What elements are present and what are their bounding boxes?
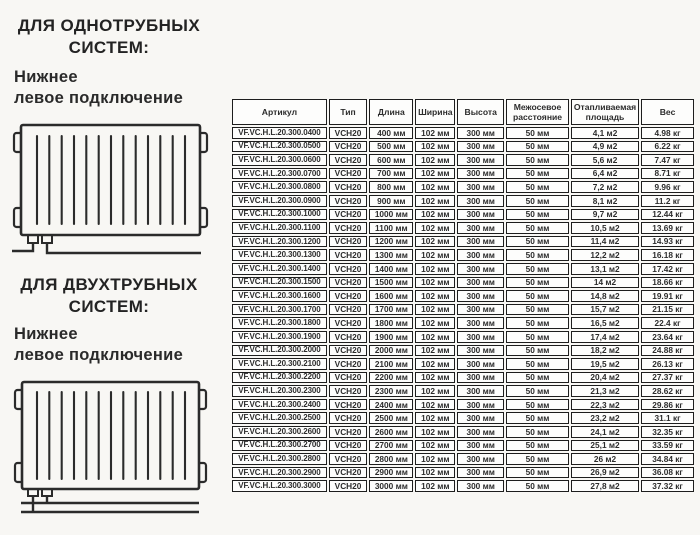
table-cell: 29.86 кг bbox=[641, 399, 694, 411]
table-cell: VF.VC.H.L.20.300.1500 bbox=[232, 277, 327, 289]
table-cell: 50 мм bbox=[506, 249, 569, 261]
table-row bbox=[232, 317, 694, 329]
table-cell: VF.VC.H.L.20.300.2800 bbox=[232, 453, 327, 465]
table-cell: 500 мм bbox=[369, 141, 413, 153]
column-header: Межосевое расстояние bbox=[506, 99, 569, 125]
table-cell: 50 мм bbox=[506, 385, 569, 397]
table-cell: VF.VC.H.L.20.300.2500 bbox=[232, 412, 327, 424]
table-cell: VCH20 bbox=[329, 467, 367, 479]
table-cell: 102 мм bbox=[415, 453, 455, 465]
table-cell: 50 мм bbox=[506, 181, 569, 193]
table-cell: 300 мм bbox=[457, 277, 504, 289]
table-cell: 31.1 кг bbox=[641, 412, 694, 424]
table-row bbox=[232, 412, 694, 424]
table-cell: 2600 мм bbox=[369, 426, 413, 438]
table-cell: 14,8 м2 bbox=[571, 290, 639, 302]
spec-table-body bbox=[232, 127, 694, 492]
table-cell: 1200 мм bbox=[369, 236, 413, 248]
table-cell: 27.37 кг bbox=[641, 372, 694, 384]
table-cell: 1100 мм bbox=[369, 222, 413, 234]
table-cell: 102 мм bbox=[415, 209, 455, 221]
table-row bbox=[232, 345, 694, 357]
column-header: Тип bbox=[329, 99, 367, 125]
table-cell: 34.84 кг bbox=[641, 453, 694, 465]
table-cell: VF.VC.H.L.20.300.0600 bbox=[232, 154, 327, 166]
table-cell: VF.VC.H.L.20.300.2600 bbox=[232, 426, 327, 438]
table-cell: 50 мм bbox=[506, 358, 569, 370]
table-cell: 300 мм bbox=[457, 209, 504, 221]
table-cell: 50 мм bbox=[506, 195, 569, 207]
table-cell: 102 мм bbox=[415, 304, 455, 316]
table-cell: 300 мм bbox=[457, 249, 504, 261]
table-row bbox=[232, 168, 694, 180]
table-cell: VF.VC.H.L.20.300.2700 bbox=[232, 440, 327, 452]
table-cell: 300 мм bbox=[457, 154, 504, 166]
table-cell: 102 мм bbox=[415, 372, 455, 384]
connection-label-line: Нижнее bbox=[14, 325, 78, 343]
table-cell: 2400 мм bbox=[369, 399, 413, 411]
table-cell: VF.VC.H.L.20.300.2200 bbox=[232, 372, 327, 384]
table-cell: 102 мм bbox=[415, 263, 455, 275]
table-cell: VCH20 bbox=[329, 181, 367, 193]
column-header: Ширина bbox=[415, 99, 455, 125]
table-cell: 36.08 кг bbox=[641, 467, 694, 479]
table-cell: 102 мм bbox=[415, 480, 455, 492]
table-cell: 50 мм bbox=[506, 453, 569, 465]
table-cell: 26,9 м2 bbox=[571, 467, 639, 479]
table-cell: 24,1 м2 bbox=[571, 426, 639, 438]
table-cell: 7.47 кг bbox=[641, 154, 694, 166]
table-row bbox=[232, 181, 694, 193]
table-cell: 102 мм bbox=[415, 154, 455, 166]
table-row bbox=[232, 209, 694, 221]
table-cell: 50 мм bbox=[506, 331, 569, 343]
table-cell: 102 мм bbox=[415, 467, 455, 479]
table-cell: VCH20 bbox=[329, 236, 367, 248]
table-cell: 300 мм bbox=[457, 399, 504, 411]
table-row bbox=[232, 127, 694, 139]
table-cell: 1400 мм bbox=[369, 263, 413, 275]
radiator-two-pipe-icon bbox=[0, 370, 228, 530]
spec-table-head bbox=[232, 99, 694, 125]
table-cell: 6,4 м2 bbox=[571, 168, 639, 180]
table-cell: 16,5 м2 bbox=[571, 317, 639, 329]
table-cell: 1500 мм bbox=[369, 277, 413, 289]
table-cell: VCH20 bbox=[329, 426, 367, 438]
heading-line: ДЛЯ ОДНОТРУБНЫХ bbox=[17, 16, 201, 35]
spec-table bbox=[230, 97, 696, 494]
connection-label-line: левое подключение bbox=[14, 345, 184, 364]
table-cell: 12,2 м2 bbox=[571, 249, 639, 261]
table-cell: 2800 мм bbox=[369, 453, 413, 465]
table-cell: VF.VC.H.L.20.300.0400 bbox=[232, 127, 327, 139]
table-cell: VCH20 bbox=[329, 440, 367, 452]
column-header: Высота bbox=[457, 99, 504, 125]
connection-label-line: Нижнее bbox=[14, 68, 78, 86]
table-cell: 300 мм bbox=[457, 263, 504, 275]
table-cell: VCH20 bbox=[329, 399, 367, 411]
table-cell: VF.VC.H.L.20.300.1300 bbox=[232, 249, 327, 261]
table-cell: 102 мм bbox=[415, 249, 455, 261]
table-cell: 21,3 м2 bbox=[571, 385, 639, 397]
table-cell: 50 мм bbox=[506, 290, 569, 302]
table-cell: 19.91 кг bbox=[641, 290, 694, 302]
table-cell: 50 мм bbox=[506, 141, 569, 153]
table-cell: 50 мм bbox=[506, 426, 569, 438]
table-row bbox=[232, 277, 694, 289]
table-cell: 21.15 кг bbox=[641, 304, 694, 316]
table-cell: 300 мм bbox=[457, 195, 504, 207]
table-cell: VCH20 bbox=[329, 168, 367, 180]
table-cell: 300 мм bbox=[457, 426, 504, 438]
table-cell: 300 мм bbox=[457, 345, 504, 357]
table-cell: 50 мм bbox=[506, 222, 569, 234]
column-header: Вес bbox=[641, 99, 694, 125]
table-cell: 1300 мм bbox=[369, 249, 413, 261]
table-cell: VF.VC.H.L.20.300.3000 bbox=[232, 480, 327, 492]
table-cell: 300 мм bbox=[457, 168, 504, 180]
table-cell: 33.59 кг bbox=[641, 440, 694, 452]
table-row bbox=[232, 154, 694, 166]
table-cell: 4,9 м2 bbox=[571, 141, 639, 153]
table-cell: 300 мм bbox=[457, 304, 504, 316]
table-cell: 22.4 кг bbox=[641, 317, 694, 329]
table-cell: 300 мм bbox=[457, 181, 504, 193]
table-cell: VF.VC.H.L.20.300.1400 bbox=[232, 263, 327, 275]
table-cell: 7,2 м2 bbox=[571, 181, 639, 193]
table-cell: VCH20 bbox=[329, 372, 367, 384]
header-row bbox=[232, 99, 694, 125]
table-cell: 11.2 кг bbox=[641, 195, 694, 207]
heading-line: СИСТЕМ: bbox=[68, 38, 150, 57]
table-cell: VF.VC.H.L.20.300.1200 bbox=[232, 236, 327, 248]
table-cell: 50 мм bbox=[506, 127, 569, 139]
table-cell: 17,4 м2 bbox=[571, 331, 639, 343]
table-cell: 900 мм bbox=[369, 195, 413, 207]
table-cell: 300 мм bbox=[457, 372, 504, 384]
table-row bbox=[232, 236, 694, 248]
table-row bbox=[232, 440, 694, 452]
table-cell: 17.42 кг bbox=[641, 263, 694, 275]
table-cell: 300 мм bbox=[457, 440, 504, 452]
table-cell: VCH20 bbox=[329, 358, 367, 370]
table-cell: 22,3 м2 bbox=[571, 399, 639, 411]
table-cell: VCH20 bbox=[329, 209, 367, 221]
table-row bbox=[232, 467, 694, 479]
table-cell: 50 мм bbox=[506, 399, 569, 411]
table-cell: 26 м2 bbox=[571, 453, 639, 465]
section-heading-two-pipe bbox=[6, 274, 212, 318]
table-row bbox=[232, 304, 694, 316]
table-cell: VCH20 bbox=[329, 222, 367, 234]
table-cell: VF.VC.H.L.20.300.2000 bbox=[232, 345, 327, 357]
table-cell: VCH20 bbox=[329, 277, 367, 289]
connection-label-two-pipe bbox=[14, 324, 214, 365]
table-cell: 300 мм bbox=[457, 358, 504, 370]
table-cell: 300 мм bbox=[457, 385, 504, 397]
table-cell: 300 мм bbox=[457, 222, 504, 234]
table-cell: VF.VC.H.L.20.300.2400 bbox=[232, 399, 327, 411]
table-cell: 28.62 кг bbox=[641, 385, 694, 397]
table-cell: 50 мм bbox=[506, 317, 569, 329]
table-cell: 50 мм bbox=[506, 263, 569, 275]
table-cell: 300 мм bbox=[457, 480, 504, 492]
table-cell: 1800 мм bbox=[369, 317, 413, 329]
table-cell: VCH20 bbox=[329, 290, 367, 302]
table-cell: 102 мм bbox=[415, 399, 455, 411]
table-cell: 37.32 кг bbox=[641, 480, 694, 492]
table-row bbox=[232, 222, 694, 234]
table-cell: 102 мм bbox=[415, 236, 455, 248]
table-row bbox=[232, 141, 694, 153]
connection-label-line: левое подключение bbox=[14, 88, 184, 107]
radiator-single-pipe-icon bbox=[0, 112, 228, 260]
table-cell: 50 мм bbox=[506, 345, 569, 357]
table-cell: 1900 мм bbox=[369, 331, 413, 343]
radiator-diagram-single-pipe bbox=[0, 112, 228, 260]
table-cell: VCH20 bbox=[329, 141, 367, 153]
table-cell: 102 мм bbox=[415, 331, 455, 343]
table-cell: VCH20 bbox=[329, 480, 367, 492]
table-cell: 102 мм bbox=[415, 412, 455, 424]
table-cell: 50 мм bbox=[506, 236, 569, 248]
table-cell: 3000 мм bbox=[369, 480, 413, 492]
table-cell: 300 мм bbox=[457, 331, 504, 343]
table-cell: 300 мм bbox=[457, 127, 504, 139]
table-cell: 300 мм bbox=[457, 453, 504, 465]
table-cell: 50 мм bbox=[506, 412, 569, 424]
table-cell: 13.69 кг bbox=[641, 222, 694, 234]
table-cell: 2300 мм bbox=[369, 385, 413, 397]
table-cell: VF.VC.H.L.20.300.1800 bbox=[232, 317, 327, 329]
table-cell: 4,1 м2 bbox=[571, 127, 639, 139]
table-cell: 4.98 кг bbox=[641, 127, 694, 139]
table-cell: 700 мм bbox=[369, 168, 413, 180]
table-cell: 15,7 м2 bbox=[571, 304, 639, 316]
table-cell: 2000 мм bbox=[369, 345, 413, 357]
table-row bbox=[232, 249, 694, 261]
table-cell: 2900 мм bbox=[369, 467, 413, 479]
table-cell: VF.VC.H.L.20.300.2300 bbox=[232, 385, 327, 397]
table-cell: 23,2 м2 bbox=[571, 412, 639, 424]
table-cell: 50 мм bbox=[506, 480, 569, 492]
table-row bbox=[232, 399, 694, 411]
section-heading-single-pipe bbox=[6, 15, 212, 59]
table-cell: 102 мм bbox=[415, 345, 455, 357]
table-cell: 1700 мм bbox=[369, 304, 413, 316]
table-cell: 14.93 кг bbox=[641, 236, 694, 248]
table-cell: 50 мм bbox=[506, 277, 569, 289]
table-cell: 2200 мм bbox=[369, 372, 413, 384]
table-cell: 50 мм bbox=[506, 154, 569, 166]
table-cell: 24.88 кг bbox=[641, 345, 694, 357]
table-cell: 50 мм bbox=[506, 209, 569, 221]
table-cell: 18,2 м2 bbox=[571, 345, 639, 357]
table-cell: 300 мм bbox=[457, 236, 504, 248]
table-row bbox=[232, 331, 694, 343]
heading-line: ДЛЯ ДВУХТРУБНЫХ bbox=[20, 275, 198, 294]
heading-line: СИСТЕМ: bbox=[68, 297, 150, 316]
table-cell: 26.13 кг bbox=[641, 358, 694, 370]
table-cell: 2700 мм bbox=[369, 440, 413, 452]
table-cell: 102 мм bbox=[415, 181, 455, 193]
column-header: Длина bbox=[369, 99, 413, 125]
table-cell: 102 мм bbox=[415, 426, 455, 438]
table-cell: 50 мм bbox=[506, 467, 569, 479]
table-cell: 25,1 м2 bbox=[571, 440, 639, 452]
table-cell: 27,8 м2 bbox=[571, 480, 639, 492]
table-cell: VF.VC.H.L.20.300.2900 bbox=[232, 467, 327, 479]
table-cell: 102 мм bbox=[415, 358, 455, 370]
table-cell: 102 мм bbox=[415, 290, 455, 302]
table-cell: 10,5 м2 bbox=[571, 222, 639, 234]
table-row bbox=[232, 426, 694, 438]
table-cell: 2500 мм bbox=[369, 412, 413, 424]
left-panel bbox=[0, 0, 228, 535]
table-cell: 9.96 кг bbox=[641, 181, 694, 193]
table-cell: 300 мм bbox=[457, 317, 504, 329]
table-cell: 50 мм bbox=[506, 372, 569, 384]
table-cell: 23.64 кг bbox=[641, 331, 694, 343]
spec-table-container bbox=[230, 97, 698, 494]
table-cell: VCH20 bbox=[329, 154, 367, 166]
table-cell: 800 мм bbox=[369, 181, 413, 193]
table-cell: VCH20 bbox=[329, 331, 367, 343]
table-cell: 50 мм bbox=[506, 440, 569, 452]
table-cell: VCH20 bbox=[329, 317, 367, 329]
table-row bbox=[232, 385, 694, 397]
table-cell: 102 мм bbox=[415, 168, 455, 180]
table-cell: VF.VC.H.L.20.300.1000 bbox=[232, 209, 327, 221]
table-cell: VCH20 bbox=[329, 249, 367, 261]
table-row bbox=[232, 372, 694, 384]
table-cell: 102 мм bbox=[415, 317, 455, 329]
table-cell: VF.VC.H.L.20.300.1700 bbox=[232, 304, 327, 316]
table-cell: 32.35 кг bbox=[641, 426, 694, 438]
table-cell: 11,4 м2 bbox=[571, 236, 639, 248]
table-row bbox=[232, 263, 694, 275]
table-cell: 2100 мм bbox=[369, 358, 413, 370]
table-cell: 13,1 м2 bbox=[571, 263, 639, 275]
table-cell: VF.VC.H.L.20.300.1100 bbox=[232, 222, 327, 234]
column-header: Артикул bbox=[232, 99, 327, 125]
table-row bbox=[232, 480, 694, 492]
table-cell: VCH20 bbox=[329, 195, 367, 207]
table-cell: 600 мм bbox=[369, 154, 413, 166]
table-cell: VCH20 bbox=[329, 263, 367, 275]
table-cell: VCH20 bbox=[329, 453, 367, 465]
table-cell: 16.18 кг bbox=[641, 249, 694, 261]
table-cell: 50 мм bbox=[506, 304, 569, 316]
table-cell: 5,6 м2 bbox=[571, 154, 639, 166]
column-header: Отапливаемая площадь bbox=[571, 99, 639, 125]
table-cell: VF.VC.H.L.20.300.0700 bbox=[232, 168, 327, 180]
table-cell: VCH20 bbox=[329, 304, 367, 316]
table-cell: 300 мм bbox=[457, 290, 504, 302]
table-cell: 18.66 кг bbox=[641, 277, 694, 289]
table-row bbox=[232, 195, 694, 207]
table-cell: 1600 мм bbox=[369, 290, 413, 302]
table-cell: VCH20 bbox=[329, 385, 367, 397]
table-cell: 102 мм bbox=[415, 277, 455, 289]
table-cell: 102 мм bbox=[415, 127, 455, 139]
table-cell: VCH20 bbox=[329, 127, 367, 139]
table-cell: VCH20 bbox=[329, 345, 367, 357]
table-row bbox=[232, 453, 694, 465]
table-cell: 6.22 кг bbox=[641, 141, 694, 153]
table-cell: 102 мм bbox=[415, 440, 455, 452]
table-cell: VF.VC.H.L.20.300.2100 bbox=[232, 358, 327, 370]
table-cell: 14 м2 bbox=[571, 277, 639, 289]
table-cell: 102 мм bbox=[415, 195, 455, 207]
table-cell: VF.VC.H.L.20.300.1600 bbox=[232, 290, 327, 302]
table-row bbox=[232, 358, 694, 370]
table-cell: 9,7 м2 bbox=[571, 209, 639, 221]
table-cell: VF.VC.H.L.20.300.0800 bbox=[232, 181, 327, 193]
table-cell: 300 мм bbox=[457, 467, 504, 479]
table-row bbox=[232, 290, 694, 302]
table-cell: 102 мм bbox=[415, 141, 455, 153]
table-cell: 1000 мм bbox=[369, 209, 413, 221]
table-cell: 400 мм bbox=[369, 127, 413, 139]
table-cell: VCH20 bbox=[329, 412, 367, 424]
table-cell: VF.VC.H.L.20.300.0500 bbox=[232, 141, 327, 153]
table-cell: 300 мм bbox=[457, 412, 504, 424]
table-cell: VF.VC.H.L.20.300.0900 bbox=[232, 195, 327, 207]
table-cell: 50 мм bbox=[506, 168, 569, 180]
table-cell: VF.VC.H.L.20.300.1900 bbox=[232, 331, 327, 343]
table-cell: 12.44 кг bbox=[641, 209, 694, 221]
table-cell: 19,5 м2 bbox=[571, 358, 639, 370]
table-cell: 20,4 м2 bbox=[571, 372, 639, 384]
radiator-diagram-two-pipe bbox=[0, 370, 228, 530]
table-cell: 300 мм bbox=[457, 141, 504, 153]
connection-label-single-pipe bbox=[14, 67, 214, 108]
table-cell: 102 мм bbox=[415, 222, 455, 234]
table-cell: 102 мм bbox=[415, 385, 455, 397]
table-cell: 8.71 кг bbox=[641, 168, 694, 180]
table-cell: 8,1 м2 bbox=[571, 195, 639, 207]
